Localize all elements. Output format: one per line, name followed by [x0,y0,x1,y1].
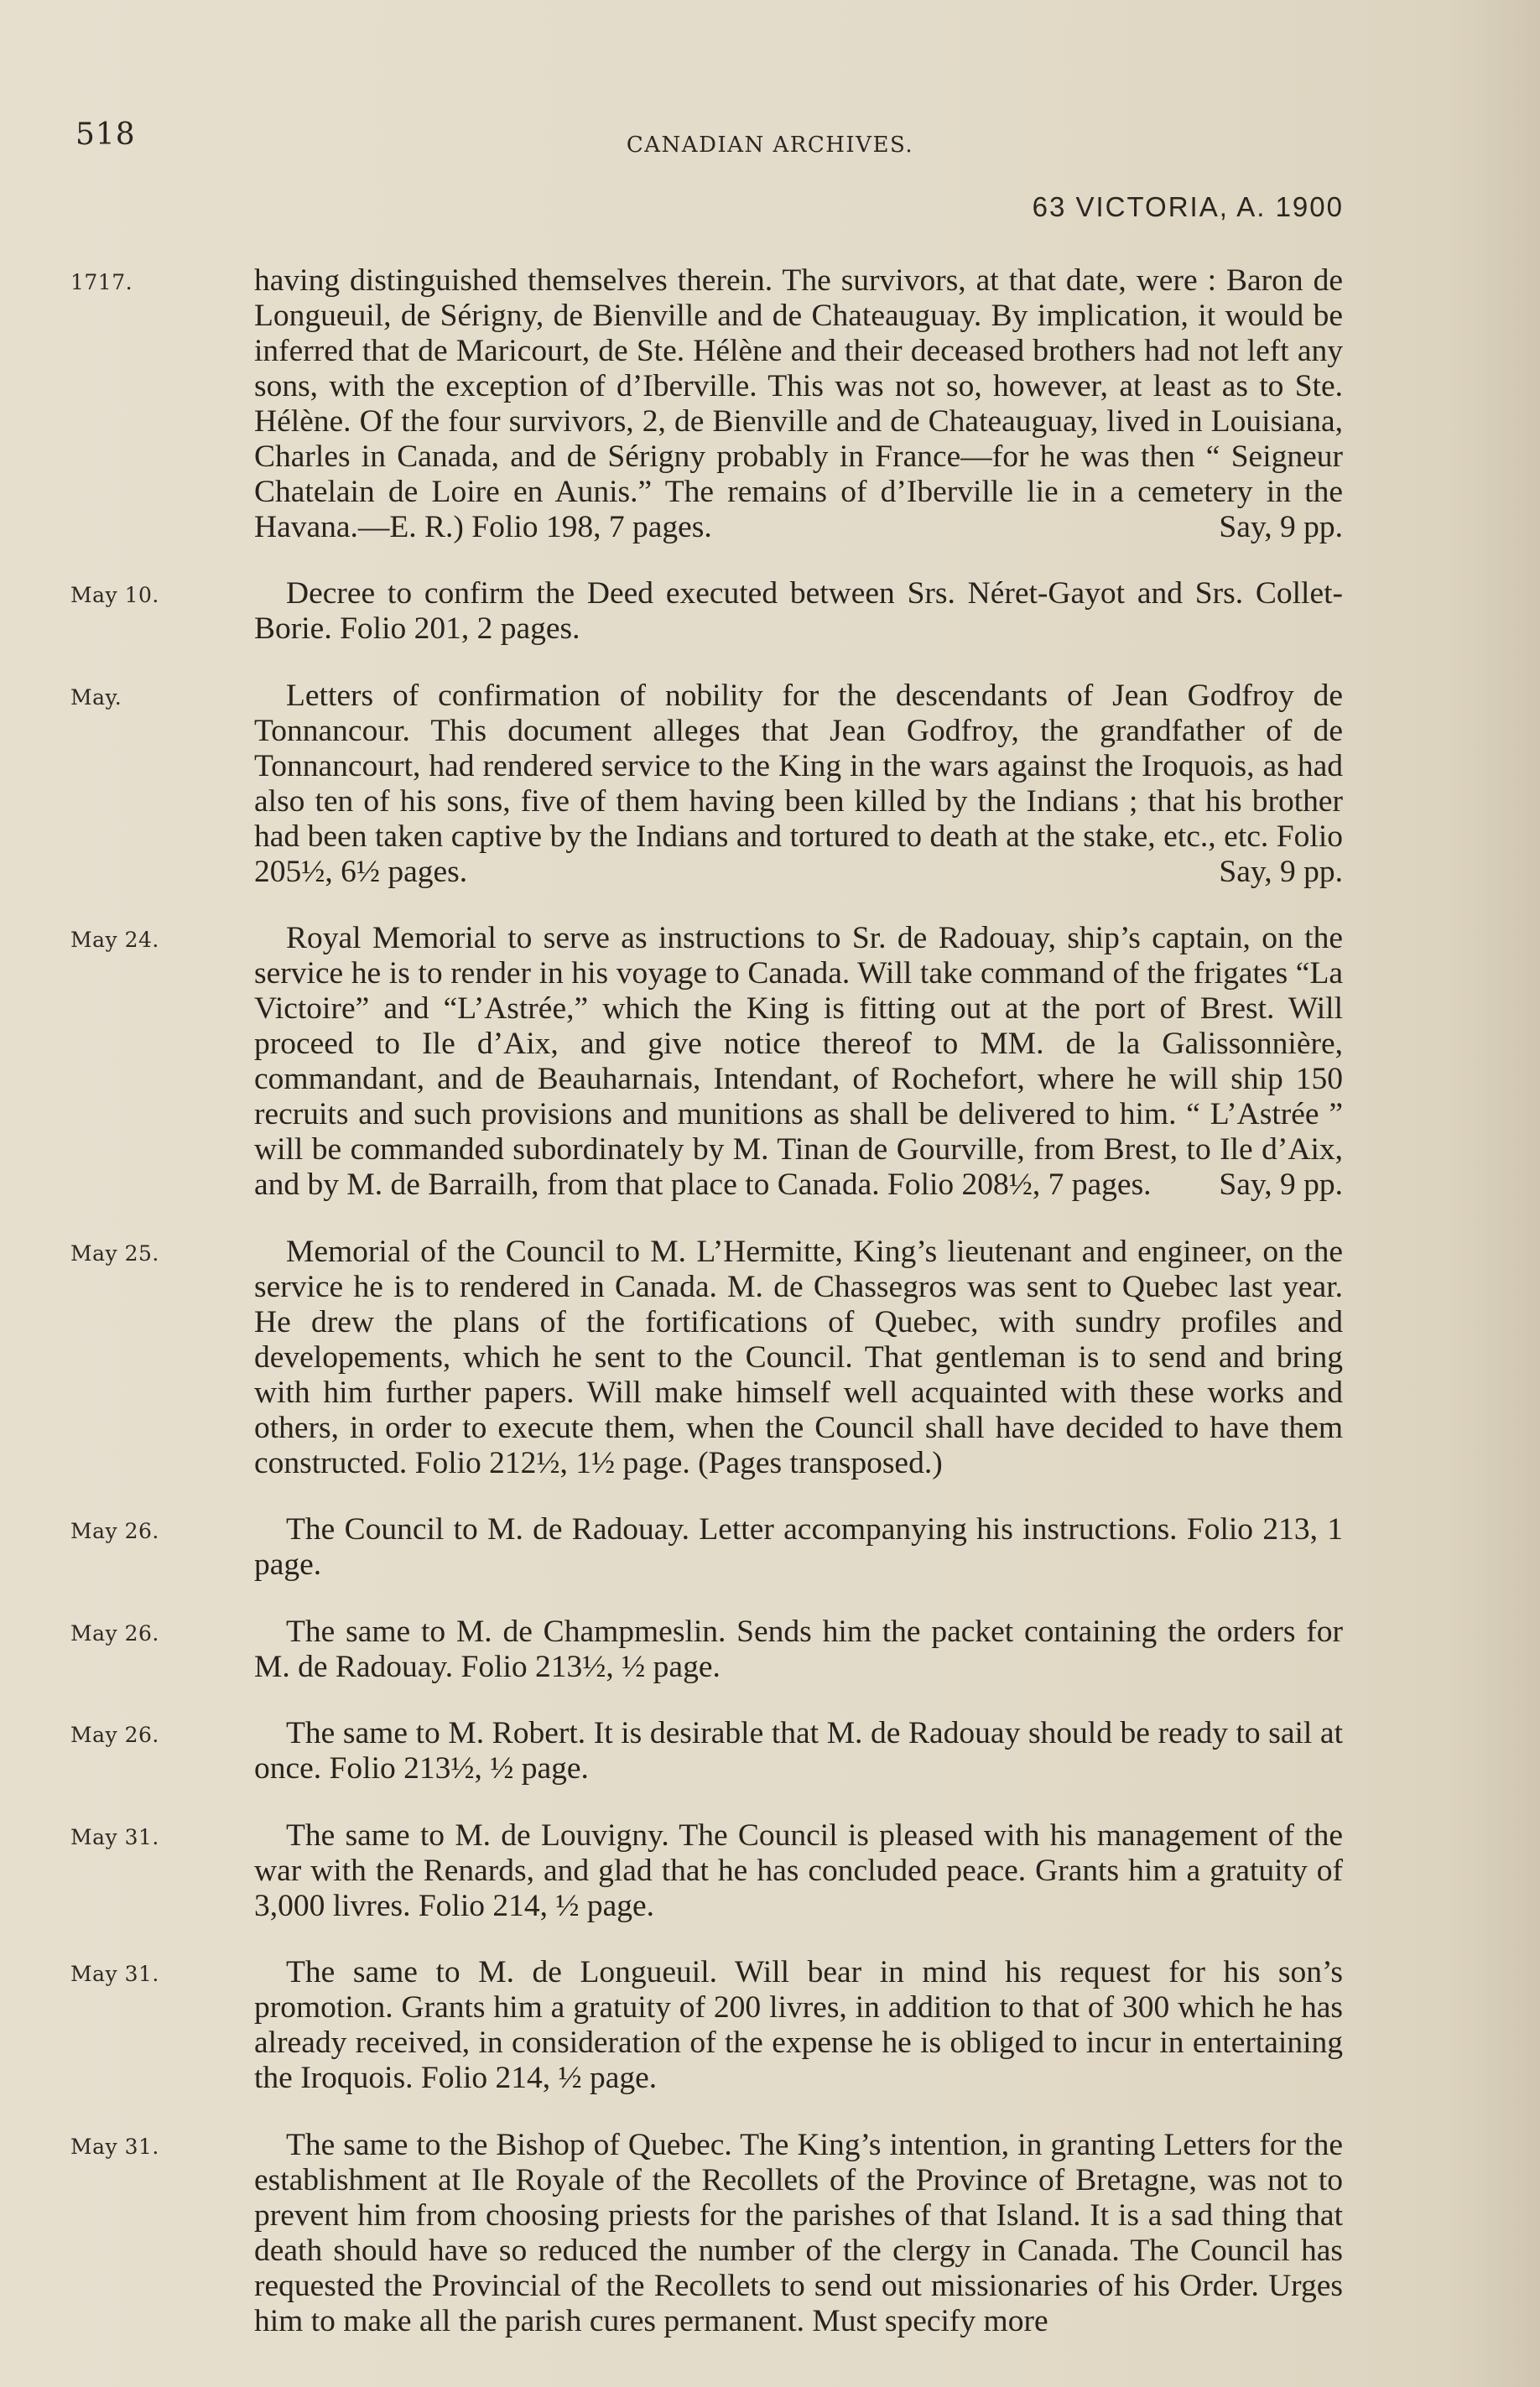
page-header [0,117,1540,168]
calendar-entry [0,576,1540,647]
entry-text [254,921,1343,1203]
entry-date: May 25. [70,1240,159,1266]
entry-body: The same to M. de Louvigny. The Council is pleased with his management of the war with the Renards, and glad that he has concluded peace. Grants him a gratuity of 3,000 livres. Folio 214, ½ page. [254,1818,1343,1923]
entry-text [254,1615,1343,1685]
calendar-entry [0,1235,1540,1481]
calendar-entry [0,679,1540,890]
entry-date: May 10. [70,583,159,607]
entry-body: The same to M. de Longueuil. Will bear in mind his request for his son’s promotion. Grants him a gratuity of 200 livres, in addition to that of 300 which he has already received, in consideration of the expense he is obliged to incur in entertaining the Iroquois. Folio 214, ½ page. [254,1955,1343,2095]
entry-date: May 26. [70,1519,159,1543]
calendar-entries [0,231,1540,2370]
entry-date: May 26. [70,1723,159,1747]
page-number: 518 [75,117,136,152]
entry-date: May 24. [70,928,159,952]
entry-text [254,679,1343,890]
entry-text [254,2128,1343,2339]
entry-text [254,1716,1343,1786]
entry-text [254,1235,1343,1481]
calendar-entry [0,1615,1540,1685]
entry-say: Say, 9 pp. [1219,854,1343,889]
entry-date: May 31. [70,1962,159,1986]
entry-text [254,1818,1343,1924]
entry-date: 1717. [70,269,133,294]
calendar-entry [0,921,1540,1203]
running-title: CANADIAN ARCHIVES. [626,133,914,158]
entry-body: The same to M. de Champmeslin. Sends him the packet containing the orders for M. de Radouay. Folio 213½, ½ page. [254,1614,1343,1684]
entry-body: The Council to M. de Radouay. Letter accompanying his instructions. Folio 213, 1 page. [254,1512,1343,1582]
entry-say: Say, 9 pp. [1219,1167,1343,1202]
entry-body: Letters of confirmation of nobility for the descendants of Jean Godfroy de Tonnancour. This document alleges that Jean Godfroy, the grandfather of de Tonnancourt, had rendered service to the King in the wars against the Iroquois, as had also ten of his sons, five of them having been killed by the Indians ; that his brother had been taken captive by the Indians and tortured to death at the stake, etc., etc. Folio 205½, 6½ pages. [254,678,1343,889]
entry-date: May 31. [70,1824,159,1849]
calendar-entry [0,1818,1540,1924]
entry-body: Royal Memorial to serve as instructions to Sr. de Radouay, ship’s captain, on the service he is to render in his voyage to Canada. Will take command of the frigates “La Victoire” and “L’Astrée,” which the King is fitting out at the port of Brest. Will proceed to Ile d’Aix, and give notice thereof to MM. de la Galissonnière, commandant, and de Beauharnais, Intendant, of Rochefort, where he will ship 150 recruits and such provisions and munitions as shall be delivered to him. “ L’Astrée ” will be commanded subordinately by M. Tinan de Gourville, from Brest, to Ile d’Aix, and by M. de Barrailh, from that place to Canada. Folio 208½, 7 pages. [254,921,1343,1202]
entry-text [254,576,1343,647]
entry-body: Decree to confirm the Deed executed between Srs. Néret-Gayot and Srs. Collet-Borie. Folio 201, 2 pages. [254,576,1343,646]
entry-say: Say, 9 pp. [1219,509,1343,544]
calendar-entry [0,2128,1540,2339]
entry-date: May 26. [70,1620,159,1646]
entry-date: May 31. [70,2134,159,2159]
entry-text [254,1955,1343,2096]
calendar-entry [0,263,1540,545]
entry-text [254,263,1343,545]
entry-text [254,1512,1343,1583]
calendar-entry [0,1716,1540,1786]
entry-date: May. [70,684,122,710]
entry-body: The same to the Bishop of Quebec. The King’s intention, in granting Letters for the establishment at Ile Royale of the Recollets of the Province of Bretagne, was not to prevent him from choosing priests for the parishes of that Island. It is a sad thing that death should have so reduced the number of the clergy in Canada. The Council has requested the Provincial of the Recollets to send out missionaries of his Order. Urges him to make all the parish cures permanent. Must specify more [254,2127,1343,2338]
calendar-entry [0,1512,1540,1583]
entry-body: Memorial of the Council to M. L’Hermitte, King’s lieutenant and engineer, on the service he is to rendered in Canada. M. de Chassegros was sent to Quebec last year. He drew the plans of the fortifications of Quebec, with sundry profiles and developements, which he sent to the Council. That gentleman is to send and bring with him further papers. Will make himself well acquainted with these works and others, in order to execute them, when the Council shall have decided to have them constructed. Folio 212½, 1½ page. (Pages transposed.) [254,1234,1343,1480]
entry-body: having distinguished themselves therein. The survivors, at that date, were : Baron de Longueuil, de Sérigny, de Bienville and de Chateauguay. By implication, it would be inferred that de Maricourt, de Ste. Hélène and their deceased brothers had not left any sons, with the exception of d’Iberville. This was not so, however, at least as to Ste. Hélène. Of the four survivors, 2, de Bienville and de Chateauguay, lived in Louisiana, Charles in Canada, and de Sérigny probably in France—for he was then “ Seigneur Chatelain de Loire en Aunis.” The remains of d’Iberville lie in a cemetery in the Havana.—E. R.) Folio 198, 7 pages. [254,263,1343,544]
entry-body: The same to M. Robert. It is desirable that M. de Radouay should be ready to sail at once. Folio 213½, ½ page. [254,1716,1343,1786]
calendar-entry [0,1955,1540,2096]
session-line: 63 VICTORIA, A. 1900 [1032,191,1344,222]
